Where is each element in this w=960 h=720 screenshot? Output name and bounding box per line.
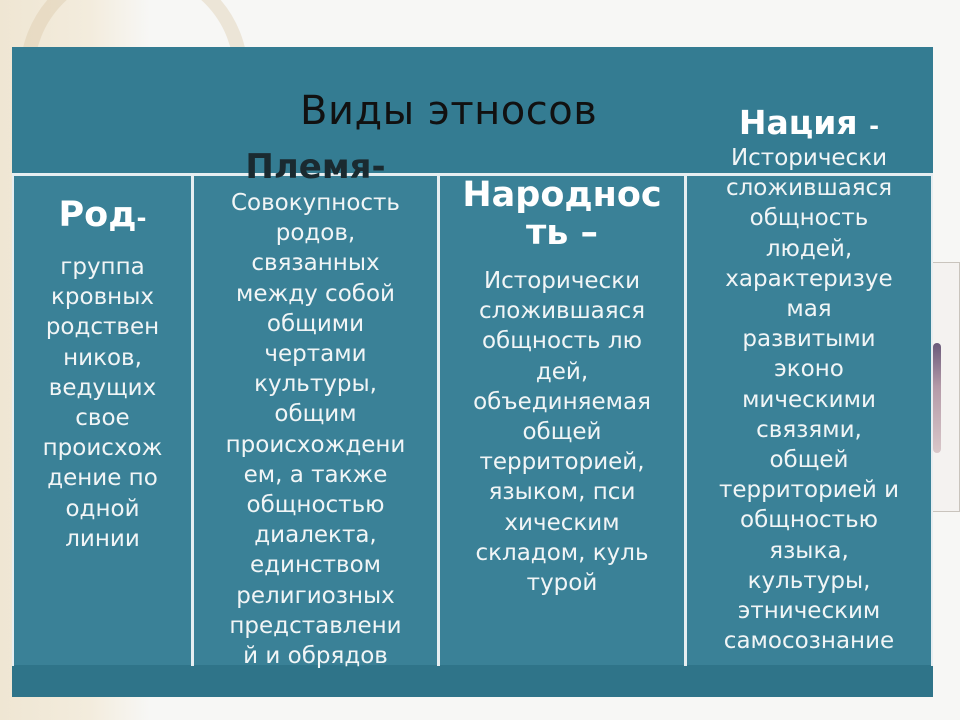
heading-rod-text: Род	[58, 195, 137, 235]
text-line: сложившаяся	[478, 298, 646, 325]
text-line: представлени	[229, 612, 402, 639]
text-line: общим	[274, 401, 357, 428]
text-line: людей,	[765, 235, 853, 262]
text-line: складом, куль	[475, 539, 649, 566]
text-line: родствен	[45, 314, 160, 341]
text-line: происхож	[42, 435, 163, 462]
text-line: общностью	[740, 507, 878, 534]
text-line: общность лю	[481, 328, 642, 355]
text-line: линии	[65, 525, 140, 552]
text-line: происхождени	[225, 431, 406, 458]
text-line: кровных	[51, 284, 154, 311]
heading-rod-dash: -	[136, 204, 147, 232]
text-line: Совокупность	[230, 190, 400, 216]
text-line: Исторически	[483, 268, 641, 294]
text-line: этническим	[737, 598, 881, 625]
text-line: одной	[65, 495, 140, 522]
text-line: турой	[526, 570, 598, 597]
column-plemya-text	[194, 188, 437, 671]
text-line: мая	[786, 296, 832, 323]
text-line: мическими	[742, 386, 876, 413]
column-rod-text	[14, 252, 191, 554]
text-line: эконо	[774, 356, 844, 383]
text-line: единством	[249, 552, 382, 579]
photo-figure	[933, 343, 941, 453]
bottom-band	[12, 665, 933, 697]
text-line: дение по	[47, 465, 158, 492]
text-line: хическим	[504, 509, 620, 536]
text-line: характеризуе	[725, 265, 893, 292]
text-line: культуры,	[254, 371, 377, 398]
text-line: между собой	[236, 280, 395, 307]
text-line: религиозных	[236, 582, 395, 609]
heading-natsiya	[687, 104, 931, 145]
text-line: языком, пси	[488, 479, 636, 506]
heading-natsiya-dash: -	[869, 112, 880, 140]
text-line: родов,	[275, 220, 356, 247]
heading-natsiya-text: Нация	[738, 103, 858, 142]
text-line: общность	[749, 205, 869, 232]
text-line: общими	[266, 310, 365, 337]
text-line: объединяемая	[473, 388, 651, 415]
text-line: общей	[769, 447, 849, 474]
heading-plemya: Племя-	[245, 147, 386, 187]
text-line: связанных	[251, 250, 380, 277]
text-line: свое	[75, 405, 130, 432]
text-line: группа	[60, 254, 145, 280]
text-line: территорией,	[479, 449, 645, 476]
text-line: сложившаяся	[725, 175, 893, 202]
text-line: самосознание	[723, 628, 895, 655]
text-line: й и обрядов	[243, 643, 388, 670]
text-line: диалекта,	[254, 522, 377, 549]
text-line: дей,	[535, 358, 589, 385]
text-line: ников,	[63, 344, 142, 371]
text-line: территорией и	[718, 477, 900, 504]
text-line: общей	[522, 419, 602, 446]
heading-line: Народнос	[462, 175, 662, 215]
text-line: ведущих	[48, 374, 157, 401]
text-line: ем, а также	[243, 461, 388, 488]
text-line: развитыми	[742, 326, 876, 353]
text-line: общностью	[246, 492, 385, 519]
column-narodnost-text	[440, 266, 684, 598]
text-line: связями,	[756, 416, 862, 443]
column-divider-right	[931, 176, 933, 666]
heading-narodnost	[440, 176, 684, 252]
text-line: Исторически	[730, 145, 888, 171]
text-line: культуры,	[747, 567, 871, 594]
page-title: Виды этносов	[300, 88, 598, 134]
column-natsiya-text	[687, 143, 931, 656]
heading-rod	[14, 196, 191, 237]
text-line: языка,	[769, 537, 849, 564]
text-line: чертами	[264, 341, 367, 368]
heading-line: ть –	[525, 213, 599, 253]
